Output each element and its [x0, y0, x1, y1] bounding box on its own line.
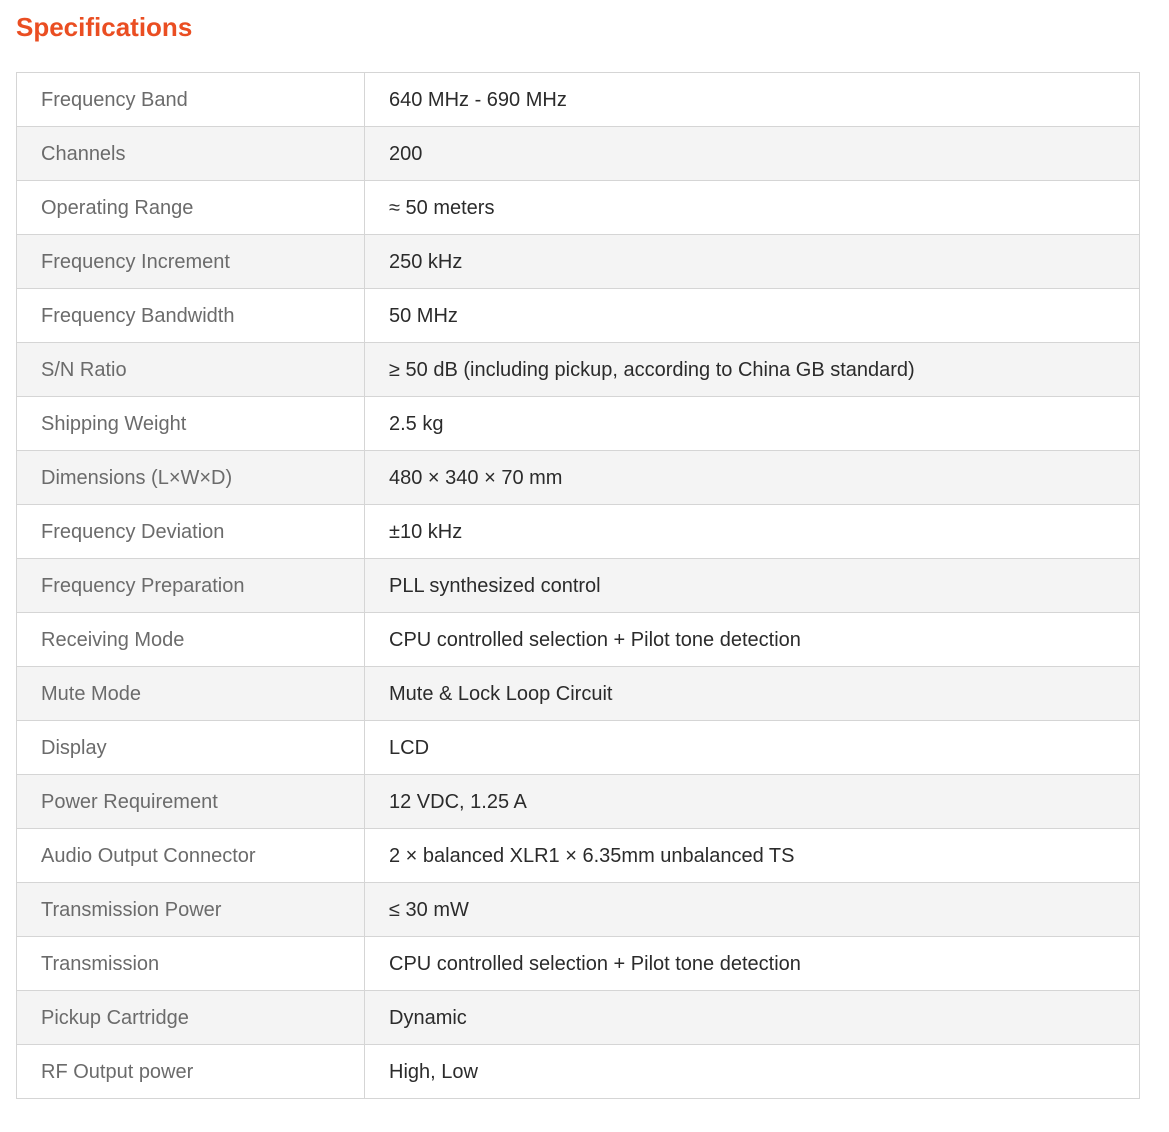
spec-label: Frequency Increment	[17, 235, 365, 289]
table-row	[17, 397, 1140, 451]
spec-value: ≥ 50 dB (including pickup, according to China GB standard)	[365, 343, 1140, 397]
spec-label: Shipping Weight	[17, 397, 365, 451]
spec-label: Dimensions (L×W×D)	[17, 451, 365, 505]
table-row	[17, 73, 1140, 127]
spec-value: PLL synthesized control	[365, 559, 1140, 613]
spec-value: 50 MHz	[365, 289, 1140, 343]
page-title: Specifications	[16, 12, 193, 42]
spec-value: CPU controlled selection + Pilot tone detection	[365, 613, 1140, 667]
spec-label: Transmission	[17, 937, 365, 991]
table-row	[17, 343, 1140, 397]
spec-value: CPU controlled selection + Pilot tone detection	[365, 937, 1140, 991]
table-row	[17, 127, 1140, 181]
spec-value: 250 kHz	[365, 235, 1140, 289]
spec-label: Channels	[17, 127, 365, 181]
spec-value: Dynamic	[365, 991, 1140, 1045]
spec-value: ≤ 30 mW	[365, 883, 1140, 937]
spec-value: 2.5 kg	[365, 397, 1140, 451]
spec-value: 12 VDC, 1.25 A	[365, 775, 1140, 829]
table-row	[17, 289, 1140, 343]
spec-label: Frequency Deviation	[17, 505, 365, 559]
spec-value: 640 MHz - 690 MHz	[365, 73, 1140, 127]
table-row	[17, 829, 1140, 883]
spec-label: Receiving Mode	[17, 613, 365, 667]
spec-value: ±10 kHz	[365, 505, 1140, 559]
specifications-table	[16, 72, 1140, 1099]
spec-value: 200	[365, 127, 1140, 181]
spec-label: RF Output power	[17, 1045, 365, 1099]
spec-label: Pickup Cartridge	[17, 991, 365, 1045]
spec-value: Mute & Lock Loop Circuit	[365, 667, 1140, 721]
table-row	[17, 1045, 1140, 1099]
spec-value: High, Low	[365, 1045, 1140, 1099]
spec-value: 480 × 340 × 70 mm	[365, 451, 1140, 505]
spec-value: ≈ 50 meters	[365, 181, 1140, 235]
spec-label: Audio Output Connector	[17, 829, 365, 883]
table-row	[17, 235, 1140, 289]
table-row	[17, 883, 1140, 937]
table-row	[17, 451, 1140, 505]
table-row	[17, 937, 1140, 991]
spec-label: Transmission Power	[17, 883, 365, 937]
table-row	[17, 721, 1140, 775]
spec-label: Frequency Bandwidth	[17, 289, 365, 343]
table-row	[17, 613, 1140, 667]
table-row	[17, 181, 1140, 235]
spec-label: S/N Ratio	[17, 343, 365, 397]
spec-label: Power Requirement	[17, 775, 365, 829]
spec-value: LCD	[365, 721, 1140, 775]
table-row	[17, 559, 1140, 613]
spec-label: Mute Mode	[17, 667, 365, 721]
table-row	[17, 775, 1140, 829]
table-row	[17, 991, 1140, 1045]
table-row	[17, 667, 1140, 721]
spec-label: Display	[17, 721, 365, 775]
spec-label: Frequency Preparation	[17, 559, 365, 613]
spec-value: 2 × balanced XLR1 × 6.35mm unbalanced TS	[365, 829, 1140, 883]
table-row	[17, 505, 1140, 559]
spec-label: Operating Range	[17, 181, 365, 235]
spec-label: Frequency Band	[17, 73, 365, 127]
